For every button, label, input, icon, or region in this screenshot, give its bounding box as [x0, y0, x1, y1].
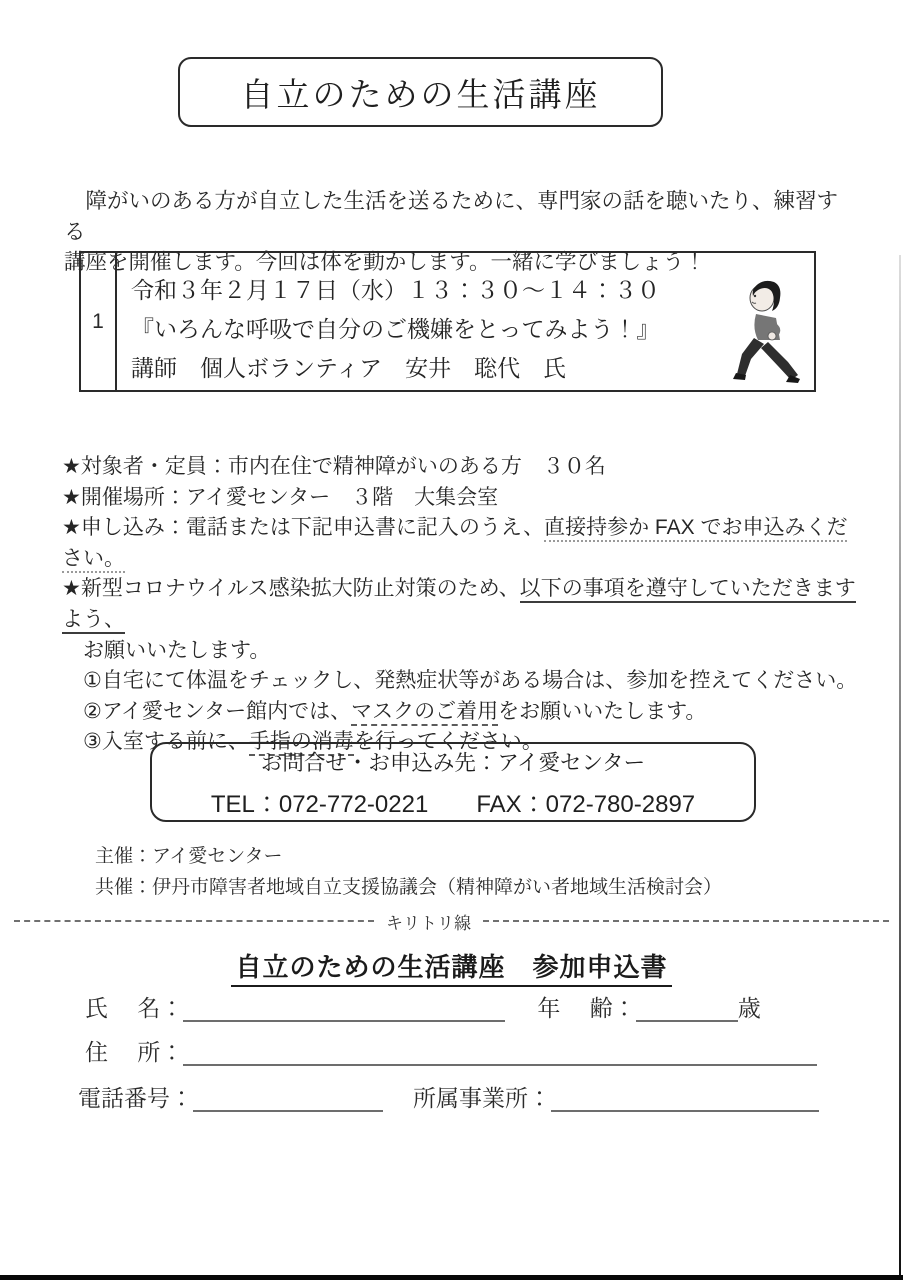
contact-numbers: [211, 784, 695, 819]
covid-rule-1: ①自宅にて体温をチェックし、発熱症状等がある場合は、参加を控えてください。: [83, 669, 858, 693]
cut-line-label: キリトリ線: [386, 913, 471, 933]
organizer-host: 主催：アイ愛センター: [95, 846, 283, 867]
person-stretching-illustration: [728, 276, 802, 386]
form-row-name-age: [85, 992, 865, 1022]
address-write-line: [183, 1036, 817, 1066]
page-title-box: [178, 57, 663, 127]
contact-fax: FAX：072-780-2897: [476, 790, 696, 818]
intro-line-2: 講座を開催します。今回は体を動かします。一緒に学びましょう！: [64, 250, 706, 274]
rule3-prefix: ③入室する前に、: [83, 730, 249, 754]
form-row-phone-office: [78, 1082, 868, 1112]
intro-line-1: 障がいのある方が自立した生活を送るために、専門家の話を聴いたり、練習する: [64, 189, 839, 244]
detail-venue: ★開催場所：アイ愛センター ３階 大集会室: [62, 485, 499, 509]
covid-prefix: ★新型コロナウイルス感染拡大防止対策のため、: [62, 577, 520, 601]
event-datetime: 令和３年２月１７日（水）１３：３０～１４：３０: [131, 277, 660, 303]
phone-label: 電話番号：: [78, 1085, 193, 1111]
form-title-text: 自立のための生活講座 参加申込書: [231, 952, 671, 987]
phone-write-line: [193, 1082, 383, 1112]
contact-tel: TEL：072-772-0221: [210, 790, 429, 818]
covid-underlined: 以下の事項を遵守していただきますよう、: [62, 577, 856, 634]
scan-edge-line: [899, 255, 901, 1280]
age-label: 年 齢：: [537, 995, 636, 1021]
contact-box: [150, 742, 756, 822]
office-label: 所属事業所：: [413, 1085, 551, 1111]
rule3-underlined: 手指の消毒: [249, 730, 354, 756]
event-lecturer: 講師 個人ボランティア 安井 聡代 氏: [131, 355, 567, 381]
organizer-cohost: 共催：伊丹市障害者地域自立支援協議会（精神障がい者地域生活検討会）: [95, 877, 723, 898]
covid-continuation: お願いいたします。: [83, 638, 271, 662]
rule2-prefix: ②アイ愛センター館内では、: [83, 699, 352, 723]
rule2-suffix: をお願いいたします。: [498, 699, 707, 723]
name-label: 氏 名：: [85, 995, 184, 1021]
details-list: [62, 452, 867, 758]
contact-heading: お問合せ・お申込み先：アイ愛センター: [260, 750, 646, 775]
scan-bottom-strip: [0, 1275, 903, 1280]
form-row-address: [85, 1036, 865, 1066]
event-number: 1: [81, 253, 117, 390]
cut-line: [0, 911, 903, 931]
application-prefix: ★申し込み：電話または下記申込書に記入のうえ、: [62, 516, 545, 540]
organizers: [95, 841, 722, 903]
form-title: [0, 947, 903, 984]
detail-covid: [62, 574, 867, 635]
office-write-line: [551, 1082, 819, 1112]
event-session-title: 『いろんな呼吸で自分のご機嫌をとってみよう！』: [131, 316, 660, 342]
event-content: [117, 253, 814, 390]
cut-line-dash-right: [483, 920, 889, 922]
age-write-line: [636, 992, 738, 1022]
age-unit: 歳: [737, 995, 761, 1021]
name-write-line: [183, 992, 505, 1022]
rule3-suffix: を行ってください。: [353, 730, 543, 754]
detail-application: [62, 513, 867, 574]
detail-audience: ★対象者・定員：市内在住で精神障がいのある方 ３０名: [62, 455, 606, 478]
rule2-underlined: マスクのご着用: [351, 700, 498, 726]
page-title: 自立のための生活講座: [240, 75, 601, 113]
covid-rule-2: [62, 697, 867, 728]
event-schedule-box: [79, 251, 816, 392]
application-underlined: 直接持参か FAX でお申込みください。: [62, 516, 847, 573]
address-label: 住 所：: [85, 1039, 184, 1065]
cut-line-dash-left: [14, 920, 374, 922]
